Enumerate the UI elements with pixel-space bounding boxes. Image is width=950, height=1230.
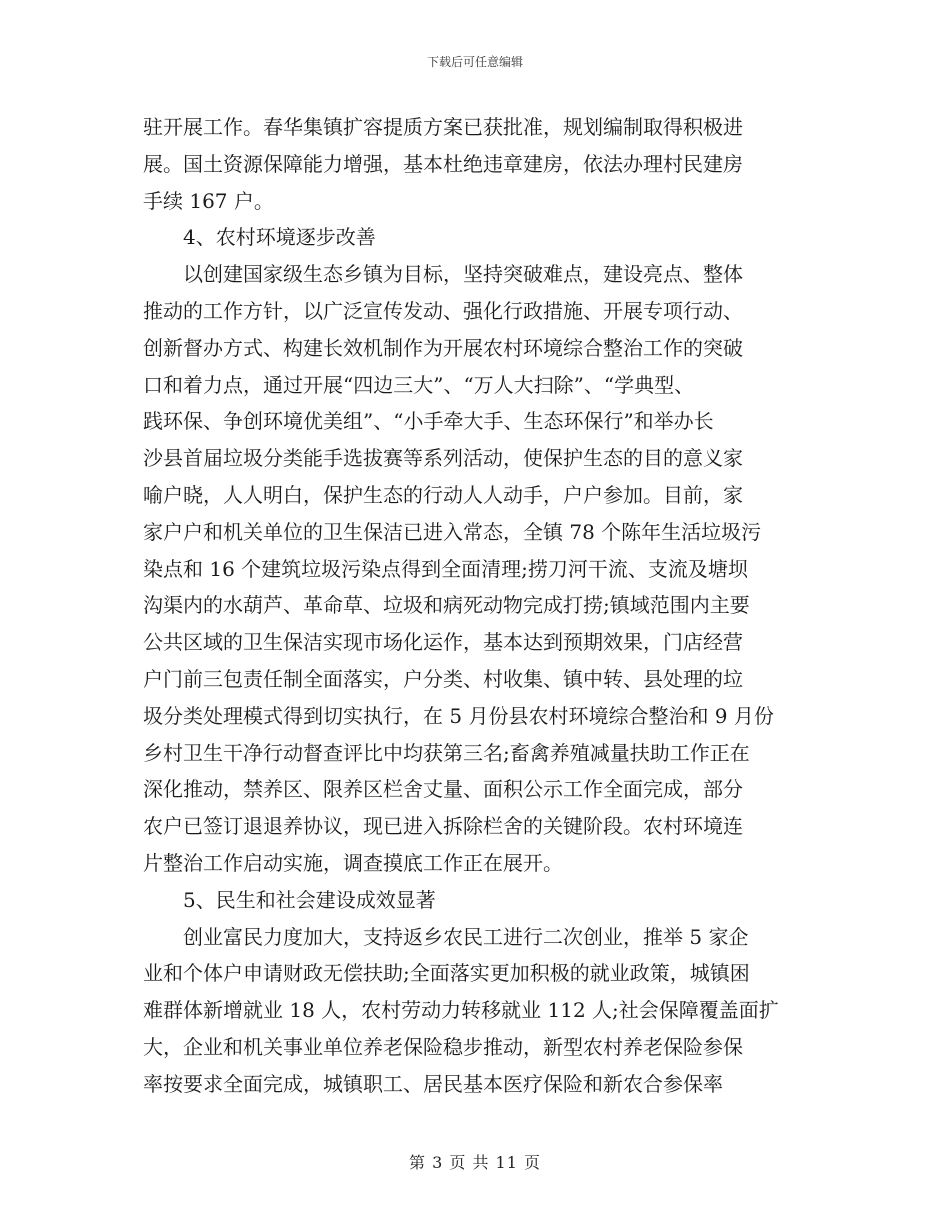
text-line: 推动的工作方针，以广泛宣传发动、强化行政措施、开展专项行动、 [143, 298, 743, 323]
text-line: 驻开展工作。春华集镇扩容提质方案已获批准，规划编制取得积极进 [143, 115, 743, 139]
text-line: 展。国土资源保障能力增强，基本杜绝违章建房，依法办理村民建房 [143, 151, 743, 176]
text-line: 以创建国家级生态乡镇为目标，坚持突破难点，建设亮点、整体 [183, 262, 743, 287]
text-line: 难群体新增就业 18 人，农村劳动力转移就业 112 人;社会保障覆盖面扩 [143, 998, 779, 1023]
text-line: 染点和 16 个建筑垃圾污染点得到全面清理;捞刀河干流、支流及塘坝 [143, 556, 748, 581]
text-line: 沟渠内的水葫芦、革命草、垃圾和病死动物完成打捞;镇域范围内主要 [143, 593, 750, 618]
text-line: 农户已签订退退养协议，现已进入拆除栏舍的关键阶段。农村环境连 [143, 814, 743, 839]
text-line: 深化推动，禁养区、限养区栏舍丈量、面积公示工作全面完成，部分 [143, 777, 743, 802]
text-line: 喻户晓，人人明白，保护生态的行动人人动手，户户参加。目前，家 [143, 482, 743, 507]
text-line: 5、民生和社会建设成效显著 [183, 887, 436, 912]
text-line: 率按要求全面完成，城镇职工、居民基本医疗保险和新农合参保率 [143, 1071, 723, 1096]
document-body [143, 109, 808, 1103]
text-line: 户门前三包责任制全面落实，户分类、村收集、镇中转、县处理的垃 [143, 666, 743, 691]
page-number-footer: 第 3 页 共 11 页 [409, 1153, 541, 1172]
text-line: 口和着力点，通过开展“四边三大”、“万人大扫除”、“学典型、 [143, 372, 695, 397]
text-line: 乡村卫生干净行动督查评比中均获第三名;畜禽养殖减量扶助工作正在 [143, 740, 750, 765]
text-line: 创业富民力度加大，支持返乡农民工进行二次创业，推举 5 家企 [183, 924, 749, 949]
text-line: 圾分类处理模式得到切实执行，在 5 月份县农村环境综合整治和 9 月份 [143, 703, 774, 728]
text-line: 4、农村环境逐步改善 [183, 225, 376, 250]
text-line: 片整治工作启动实施，调查摸底工作正在展开。 [143, 850, 563, 875]
text-line: 创新督办方式、构建长效机制作为开展农村环境综合整治工作的突破 [143, 335, 743, 360]
text-line: 业和个体户申请财政无偿扶助;全面落实更加积极的就业政策，城镇困 [143, 961, 750, 986]
page-header: 下载后可任意编辑 [426, 55, 523, 69]
text-line: 大，企业和机关事业单位养老保险稳步推动，新型农村养老保险参保 [143, 1034, 743, 1059]
text-line: 手续 167 户。 [143, 188, 274, 213]
text-line: 家户户和机关单位的卫生保洁已进入常态，全镇 78 个陈年生活垃圾污 [143, 519, 762, 544]
text-line: 践环保、争创环境优美组”、“小手牵大手、生态环保行”和举办长 [143, 409, 714, 434]
text-line: 沙县首届垃圾分类能手选拔赛等系列活动，使保护生态的目的意义家 [143, 446, 743, 471]
text-line: 公共区域的卫生保洁实现市场化运作，基本达到预期效果，门店经营 [143, 630, 743, 655]
